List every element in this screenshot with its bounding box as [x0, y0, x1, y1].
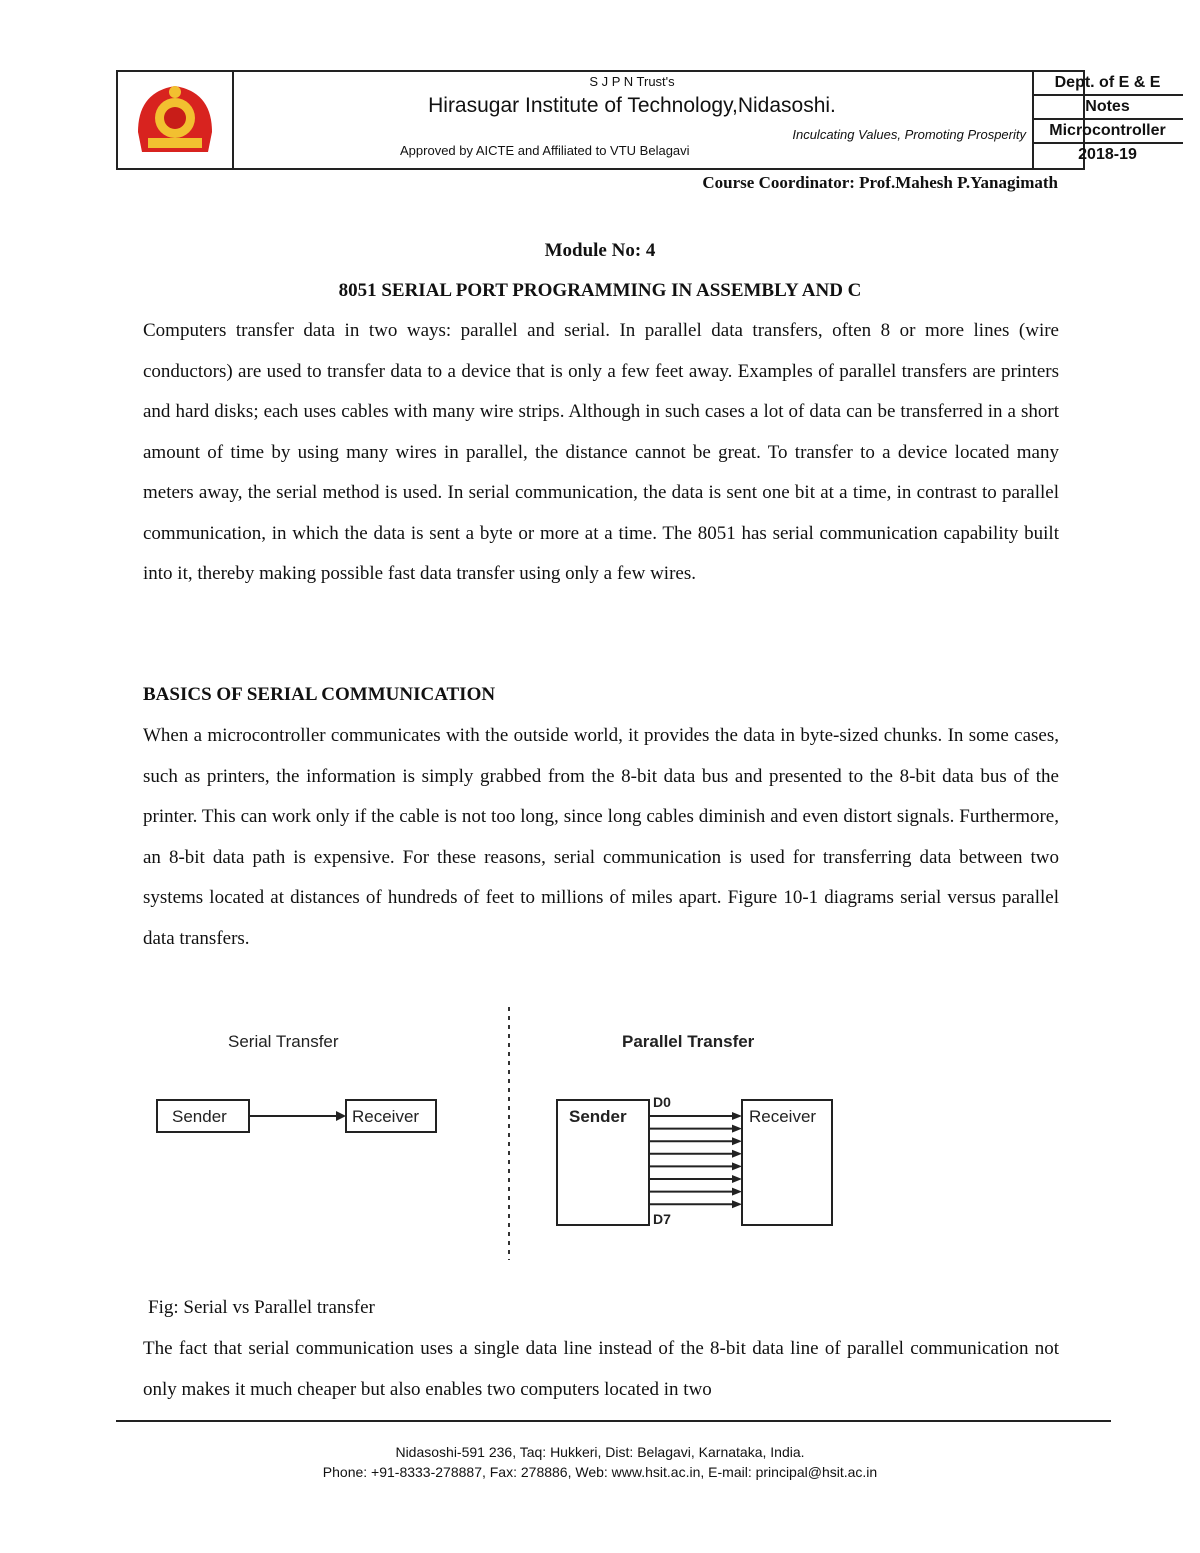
parallel-arrowhead: [732, 1200, 742, 1208]
parallel-arrowhead: [732, 1125, 742, 1133]
doc-type-label: Notes: [1032, 96, 1183, 120]
logo-top-ornament: [169, 86, 181, 98]
institute-logo: [118, 72, 232, 168]
footer-address: Nidasoshi-591 236, Taq: Hukkeri, Dist: Belagavi, Karnataka, India.: [395, 1444, 805, 1460]
institute-cell: [232, 72, 1034, 168]
institute-motto: Inculcating Values, Promoting Prosperity: [792, 127, 1026, 142]
intro-paragraph: Computers transfer data in two ways: parallel and serial. In parallel data transfers, often 8 or more lines (wire conductors) are used to transfer data to a device that is only a few feet away. Examples of parallel transfers are printers and hard disks; each uses cables with many wire strips. Although in such cases a lot of data can be transferred in a short amount of time by using many wires in parallel, the distance cannot be great. To transfer to a device located many meters away, the serial method is used. In serial communication, the data is sent one bit at a time, in contrast to parallel communication, in which the data is sent a byte or more at a time. The 8051 has serial communication capability built into it, thereby making possible fast data transfer using only a few wires.: [143, 320, 1059, 584]
institute-name: Hirasugar Institute of Technology,Nidasoshi.: [428, 94, 836, 117]
last-data-line-label: D7: [653, 1211, 671, 1227]
footer-divider: [116, 1420, 1111, 1422]
parallel-arrowhead: [732, 1112, 742, 1120]
parallel-sender-label: Sender: [569, 1107, 627, 1126]
serial-arrowhead: [336, 1111, 346, 1121]
first-data-line-label: D0: [653, 1094, 671, 1110]
parallel-arrowhead: [732, 1188, 742, 1196]
parallel-receiver-label: Receiver: [749, 1107, 817, 1126]
serial-parallel-figure: [140, 1005, 860, 1265]
footer-contact: Phone: +91-8333-278887, Fax: 278886, Web: www.hsit.ac.in, E-mail: principal@hsit.ac.in: [322, 1464, 878, 1480]
parallel-arrowhead: [732, 1162, 742, 1170]
header-table: [116, 70, 1166, 170]
department-label: Dept. of E & E: [1032, 72, 1183, 96]
section-heading: BASICS OF SERIAL COMMUNICATION: [143, 684, 496, 705]
parallel-transfer-title: Parallel Transfer: [622, 1032, 755, 1051]
after-figure-paragraph: The fact that serial communication uses a single data line instead of the 8-bit data line of parallel communication not only makes it much cheaper but also enables two computers located in two: [143, 1338, 1059, 1400]
basics-paragraph: When a microcontroller communicates with the outside world, it provides the data in byte-sized chunks. In some cases, such as printers, the information is simply grabbed from the 8-bit data bus and presented to the 8-bit data bus of the printer. This can work only if the cable is not too long, since long cables diminish and even distort signals. Furthermore, an 8-bit data path is expensive. For these reasons, serial communication is used for transferring data between two systems located at distances of hundreds of feet to millions of miles apart. Figure 10-1 diagrams serial versus parallel data transfers.: [143, 725, 1059, 949]
logo-banner: [148, 138, 202, 148]
module-number: Module No: 4: [544, 240, 656, 261]
serial-receiver-label: Receiver: [352, 1107, 420, 1126]
serial-transfer-title: Serial Transfer: [228, 1032, 339, 1051]
course-coordinator: Course Coordinator: Prof.Mahesh P.Yanagimath: [702, 173, 1058, 192]
trust-name: S J P N Trust's: [589, 74, 675, 89]
approval-text: Approved by AICTE and Affiliated to VTU Belagavi: [400, 143, 690, 158]
module-title: 8051 SERIAL PORT PROGRAMMING IN ASSEMBLY AND C: [338, 280, 862, 301]
academic-year-label: 2018-19: [1078, 146, 1137, 163]
doc-info-cell: [1032, 72, 1183, 168]
subject-label: Microcontroller: [1032, 120, 1183, 144]
parallel-arrowhead: [732, 1150, 742, 1158]
parallel-data-lines: [649, 1112, 742, 1208]
figure-caption: Fig: Serial vs Parallel transfer: [148, 1297, 375, 1318]
logo-core: [164, 107, 186, 129]
parallel-arrowhead: [732, 1137, 742, 1145]
serial-sender-label: Sender: [172, 1107, 227, 1126]
logo-cell: [118, 72, 234, 168]
parallel-arrowhead: [732, 1175, 742, 1183]
